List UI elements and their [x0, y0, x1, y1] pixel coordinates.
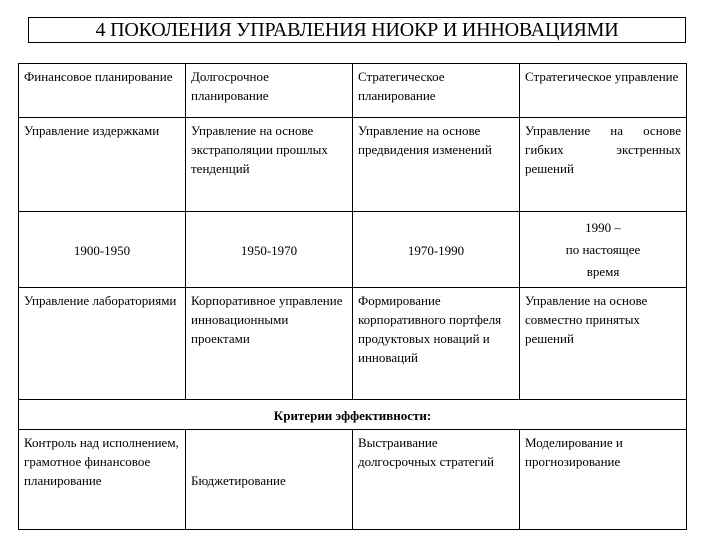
table-cell: Управление лабораториями — [19, 288, 186, 400]
criteria-header: Критерии эффективности: — [19, 400, 687, 430]
table-cell: Контроль над исполнением, грамотное финансовое планирование — [19, 430, 186, 530]
table-cell: Моделирование и прогнозирование — [520, 430, 687, 530]
period-line: 1990 – — [585, 220, 621, 235]
table-row-planning — [19, 64, 687, 118]
table-cell: Формирование корпоративного портфеля продуктовых новаций и инноваций — [353, 288, 520, 400]
table-cell: Бюджетирование — [186, 430, 353, 530]
table-cell: Выстраивание долгосрочных стратегий — [353, 430, 520, 530]
table-cell: Управление на основе экстраполяции прошлых тенденций — [186, 118, 353, 212]
table-cell: Управление издержками — [19, 118, 186, 212]
table-cell: Управление на основе совместно принятых решений — [520, 288, 687, 400]
period-line: время — [586, 264, 620, 279]
table-row-rnd — [19, 288, 687, 400]
table-cell: Стратегическое планирование — [353, 64, 520, 118]
table-cell: Долгосрочное планирование — [186, 64, 353, 118]
generations-table — [18, 63, 687, 530]
period-cell: 1900-1950 — [19, 212, 186, 288]
table-row-management — [19, 118, 687, 212]
table-row-periods — [19, 212, 687, 288]
page-title: 4 ПОКОЛЕНИЯ УПРАВЛЕНИЯ НИОКР И ИННОВАЦИЯМИ — [28, 17, 686, 43]
table-row-criteria-header — [19, 400, 687, 430]
table-cell: Управление на основе предвидения изменений — [353, 118, 520, 212]
table-cell: Финансовое планирование — [19, 64, 186, 118]
period-cell — [520, 212, 687, 288]
period-cell: 1970-1990 — [353, 212, 520, 288]
period-cell: 1950-1970 — [186, 212, 353, 288]
table-cell: Стратегическое управление — [520, 64, 687, 118]
table-cell: Управление на основе гибких экстренных решений — [520, 118, 687, 212]
table-row-criteria — [19, 430, 687, 530]
period-line: по настоящее — [565, 242, 641, 257]
table-cell: Корпоративное управление инновационными проектами — [186, 288, 353, 400]
